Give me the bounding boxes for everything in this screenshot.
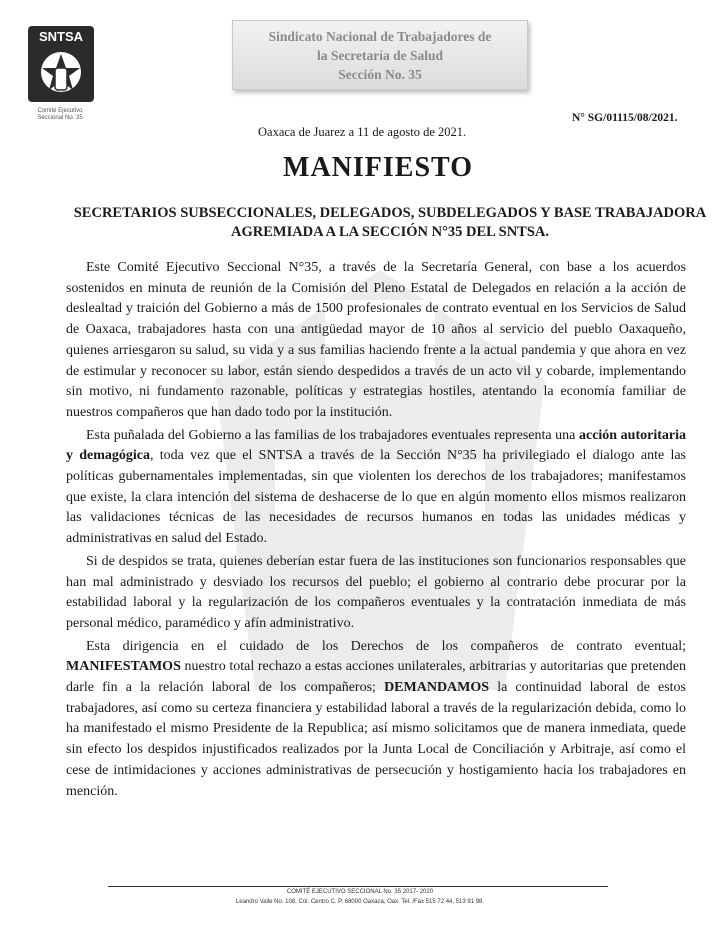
document-subtitle: SECRETARIOS SUBSECCIONALES, DELEGADOS, SUBDELEGADOS Y BASE TRABAJADORA AGREMIADA A LA SECCIÓN N°35 DEL SNTSA. bbox=[73, 205, 707, 240]
header-line3: Sección No. 35 bbox=[338, 67, 422, 82]
header-banner bbox=[232, 20, 528, 90]
paragraph-4-bold-1: MANIFESTAMOS bbox=[66, 659, 181, 675]
logo-text: SNTSA bbox=[38, 29, 84, 44]
header-line1: Sindicato Nacional de Trabajadores de bbox=[268, 29, 492, 44]
sntsa-logo bbox=[26, 24, 96, 104]
document-title: MANIFIESTO bbox=[283, 152, 473, 183]
footer-line1: COMITÉ EJECUTIVO SECCIONAL No. 35 2017- 2020 bbox=[286, 889, 434, 895]
paragraph-2-text-a: Esta puñalada del Gobierno a las familias de los trabajadores eventuales representa una bbox=[86, 427, 579, 443]
logo-caption-line1: Comité Ejecutivo bbox=[37, 108, 83, 114]
paragraph-4-bold-2: DEMANDAMOS bbox=[384, 680, 490, 696]
paragraph-4-text-a: Esta dirigencia en el cuidado de los Derechos de los compañeros de contrato eventual; bbox=[86, 638, 686, 654]
paragraph-3: Si de despidos se trata, quienes deberían estar fuera de las instituciones son funcionarios responsables que han mal administrado y desviado los recursos del pueblo; el gobierno al contrario debe procurar por la estabilidad laboral y la regularización de los compañeros eventuales y la contratación inmediata de más personal médico, paramédico y afín administrativo. bbox=[66, 553, 686, 631]
footer-line2: Leandro Valle No. 108, Col. Centro C. P. 68000 Oaxaca, Oax. Tel. /Fax 515 72 44, 513 91 98. bbox=[235, 899, 485, 905]
paragraph-4-text-c: la continuidad laboral de estos trabajadores, así como su certeza financiera y estabilidad laboral a través de la regularización debida, como lo ha manifestado el mismo Presidente de la Republica; así mismo solicitamos que de manera inmediata, quede sin efecto los despidos injustificados realizados por la Junta Local de Conciliación y Arbitraje, así como el cese de intimidaciones y acciones administrativas de persecución y hostigamiento hacia los trabajadores en mención. bbox=[66, 680, 686, 799]
footer-divider bbox=[108, 886, 608, 887]
document-body bbox=[66, 258, 686, 804]
logo-caption bbox=[20, 108, 100, 122]
paragraph-4-text-b: nuestro total rechazo a estas acciones unilaterales, arbitrarias y autoritarias que pretenden darle fin a la relación laboral de los compañeros; bbox=[66, 659, 686, 696]
header-line2: la Secretaría de Salud bbox=[316, 48, 444, 63]
reference-number: N° SG/01115/08/2021. bbox=[572, 112, 678, 124]
paragraph-4 bbox=[66, 637, 686, 803]
paragraph-2-bold: acción autoritaria y demagógica bbox=[66, 427, 687, 464]
logo-caption-line2: Seccional No. 35 bbox=[37, 115, 83, 121]
date-line: Oaxaca de Juarez a 11 de agosto de 2021. bbox=[258, 125, 467, 139]
paragraph-2-text-b: , toda vez que el SNTSA a través de la Sección N°35 ha privilegiado el dialogo ante las políticas gubernamentales implementadas, sin que violenten los derechos de los trabajadores; manifestamos que existe, la clara intención del sistema de deshacerse de lo que en algún momento ellos mismos realizaron las validaciones técnicas de las necesidades de recursos humanos en todas las unidades médicas y administrativas en salud del Estado. bbox=[66, 448, 686, 547]
paragraph-2 bbox=[66, 426, 686, 550]
paragraph-1: Este Comité Ejecutivo Seccional N°35, a través de la Secretaría General, con base a los acuerdos sostenidos en minuta de reunión de la Comisión del Pleno Estatal de Delegados en relación a la acción de deslealtad y traición del Gobierno a más de 1500 profesionales de contrato eventual en los Servicios de Salud de Oaxaca, trabajadores hasta con una antigüedad mayor de 10 años al servicio del pueblo Oaxaqueño, quienes arriesgaron su salud, su vida y a sus familias haciendo frente a la actual pandemia y que ahora en vez de estimular y reconocer su labor, están siendo despedidos a través de un acto vil y cobarde, implementando sin motivo, ni fundamento razonable, políticas y estrategias hostiles, atentando la economía familiar de nuestros compañeros que han dado todo por la institución. bbox=[66, 260, 686, 420]
